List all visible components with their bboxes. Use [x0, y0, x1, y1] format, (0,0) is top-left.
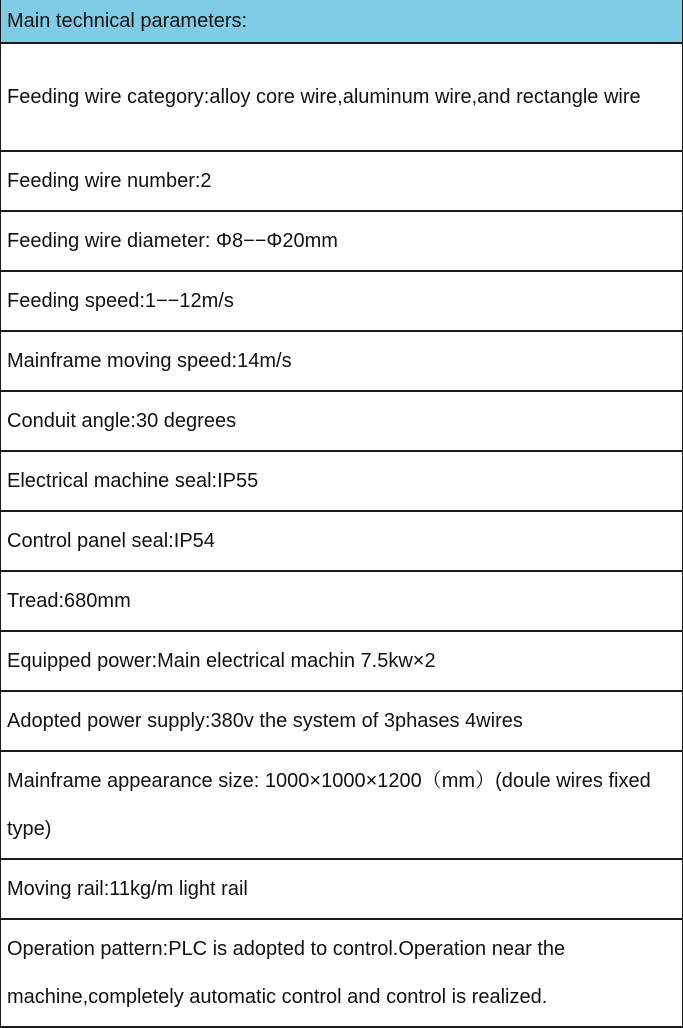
table-header-row — [1, 0, 683, 43]
table-row — [1, 43, 683, 151]
table-header-cell: Main technical parameters: — [1, 0, 683, 43]
table-row — [1, 451, 683, 511]
param-mainframe-moving-speed: Mainframe moving speed:14m/s — [1, 331, 683, 391]
table-row — [1, 151, 683, 211]
param-feeding-speed: Feeding speed:1−−12m/s — [1, 271, 683, 331]
table-row — [1, 391, 683, 451]
param-feeding-wire-category: Feeding wire category:alloy core wire,aluminum wire,and rectangle wire — [1, 43, 683, 151]
table-row — [1, 511, 683, 571]
table-row — [1, 211, 683, 271]
param-mainframe-appearance-size: Mainframe appearance size: 1000×1000×1200（mm）(doule wires fixed type) — [1, 751, 683, 859]
table-row — [1, 691, 683, 751]
param-feeding-wire-diameter: Feeding wire diameter: Φ8−−Φ20mm — [1, 211, 683, 271]
param-moving-rail: Moving rail:11kg/m light rail — [1, 859, 683, 919]
table-row — [1, 271, 683, 331]
table-row — [1, 919, 683, 1027]
param-conduit-angle: Conduit angle:30 degrees — [1, 391, 683, 451]
param-operation-pattern: Operation pattern:PLC is adopted to control.Operation near the machine,completely automatic control and control is realized. — [1, 919, 683, 1027]
param-equipped-power: Equipped power:Main electrical machin 7.5kw×2 — [1, 631, 683, 691]
table-row — [1, 631, 683, 691]
param-electrical-machine-seal: Electrical machine seal:IP55 — [1, 451, 683, 511]
param-control-panel-seal: Control panel seal:IP54 — [1, 511, 683, 571]
param-feeding-wire-number: Feeding wire number:2 — [1, 151, 683, 211]
param-adopted-power-supply: Adopted power supply:380v the system of 3phases 4wires — [1, 691, 683, 751]
table-row — [1, 331, 683, 391]
table-row — [1, 751, 683, 859]
table-row — [1, 571, 683, 631]
table-row — [1, 859, 683, 919]
param-tread: Tread:680mm — [1, 571, 683, 631]
